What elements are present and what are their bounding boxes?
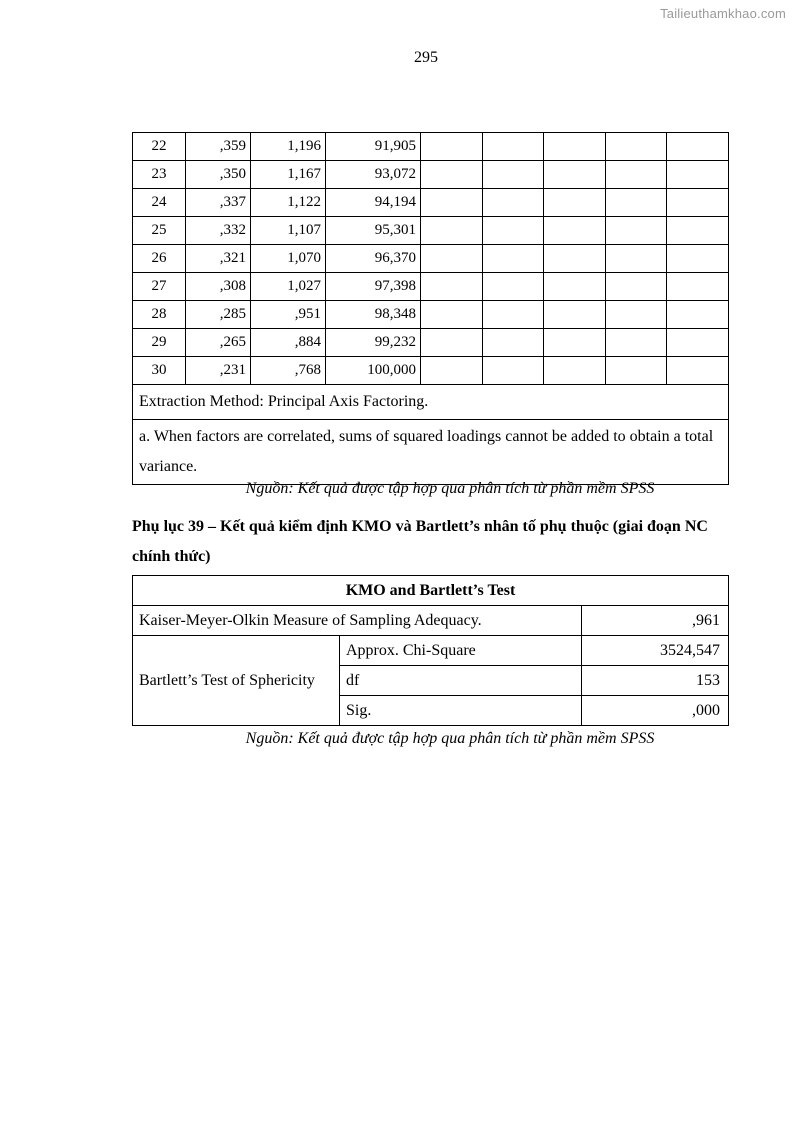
- empty-cell: [482, 161, 544, 189]
- table-cell: ,265: [186, 329, 251, 357]
- df-value: 153: [582, 666, 729, 696]
- empty-cell: [605, 245, 667, 273]
- table-cell: 28: [133, 301, 186, 329]
- empty-cell: [421, 161, 483, 189]
- empty-cell: [667, 301, 729, 329]
- table-row: [133, 161, 729, 189]
- kmo-value: ,961: [582, 606, 729, 636]
- empty-cell: [421, 217, 483, 245]
- empty-cell: [544, 217, 606, 245]
- footnote-a: a. When factors are correlated, sums of squared loadings cannot be added to obtain a total variance.: [133, 420, 729, 485]
- table-cell: 94,194: [326, 189, 421, 217]
- empty-cell: [605, 161, 667, 189]
- table-cell: 23: [133, 161, 186, 189]
- empty-cell: [544, 133, 606, 161]
- table-cell: 26: [133, 245, 186, 273]
- table-row: [133, 217, 729, 245]
- empty-cell: [605, 273, 667, 301]
- empty-cell: [605, 301, 667, 329]
- empty-cell: [421, 133, 483, 161]
- table-cell: ,321: [186, 245, 251, 273]
- table-cell: 30: [133, 357, 186, 385]
- table-cell: ,308: [186, 273, 251, 301]
- table-row: [133, 329, 729, 357]
- empty-cell: [482, 329, 544, 357]
- table-cell: ,231: [186, 357, 251, 385]
- empty-cell: [605, 133, 667, 161]
- empty-cell: [544, 245, 606, 273]
- table-cell: 98,348: [326, 301, 421, 329]
- table-cell: 97,398: [326, 273, 421, 301]
- table-row: [133, 301, 729, 329]
- empty-cell: [605, 189, 667, 217]
- empty-cell: [667, 133, 729, 161]
- table-cell: ,359: [186, 133, 251, 161]
- empty-cell: [605, 329, 667, 357]
- kmo-label: Kaiser-Meyer-Olkin Measure of Sampling Adequacy.: [133, 606, 582, 636]
- empty-cell: [667, 357, 729, 385]
- table-cell: 99,232: [326, 329, 421, 357]
- bartlett-label: Bartlett’s Test of Sphericity: [133, 636, 340, 726]
- table-row: [133, 189, 729, 217]
- appendix-heading: Phụ lục 39 – Kết quả kiểm định KMO và Bartlett’s nhân tố phụ thuộc (giai đoạn NC chính thức): [132, 518, 708, 565]
- table-cell: 1,027: [251, 273, 326, 301]
- table-cell: ,337: [186, 189, 251, 217]
- table-cell: 27: [133, 273, 186, 301]
- empty-cell: [544, 189, 606, 217]
- table-cell: 1,107: [251, 217, 326, 245]
- table-cell: 93,072: [326, 161, 421, 189]
- empty-cell: [421, 329, 483, 357]
- table-cell: 1,196: [251, 133, 326, 161]
- empty-cell: [544, 161, 606, 189]
- empty-cell: [421, 189, 483, 217]
- table-row: [133, 273, 729, 301]
- table-cell: ,951: [251, 301, 326, 329]
- empty-cell: [482, 189, 544, 217]
- chi-square-label: Approx. Chi-Square: [340, 636, 582, 666]
- table-row: [133, 357, 729, 385]
- table-cell: 91,905: [326, 133, 421, 161]
- table-row: [133, 133, 729, 161]
- empty-cell: [667, 189, 729, 217]
- watermark: Tailieuthamkhao.com: [660, 6, 786, 21]
- table-cell: 96,370: [326, 245, 421, 273]
- table-cell: 95,301: [326, 217, 421, 245]
- table-cell: 25: [133, 217, 186, 245]
- empty-cell: [544, 357, 606, 385]
- page-number: 295: [414, 49, 438, 66]
- table-row: [133, 245, 729, 273]
- table-cell: ,285: [186, 301, 251, 329]
- empty-cell: [421, 273, 483, 301]
- empty-cell: [482, 133, 544, 161]
- empty-cell: [421, 357, 483, 385]
- table-cell: 1,070: [251, 245, 326, 273]
- table-cell: ,768: [251, 357, 326, 385]
- empty-cell: [544, 301, 606, 329]
- source-note-2: Nguồn: Kết quả được tập hợp qua phân tích từ phần mềm SPSS: [245, 730, 655, 747]
- empty-cell: [605, 357, 667, 385]
- source-note: Nguồn: Kết quả được tập hợp qua phân tích từ phần mềm SPSS: [245, 480, 655, 497]
- table-cell: ,332: [186, 217, 251, 245]
- empty-cell: [544, 329, 606, 357]
- table-cell: ,884: [251, 329, 326, 357]
- empty-cell: [421, 245, 483, 273]
- table-cell: ,350: [186, 161, 251, 189]
- extraction-method-note: Extraction Method: Principal Axis Factoring.: [133, 385, 729, 420]
- empty-cell: [544, 273, 606, 301]
- total-variance-table: [132, 132, 729, 485]
- table-cell: 1,167: [251, 161, 326, 189]
- table-cell: 29: [133, 329, 186, 357]
- sig-value: ,000: [582, 696, 729, 726]
- empty-cell: [421, 301, 483, 329]
- table-cell: 100,000: [326, 357, 421, 385]
- kmo-table-title: KMO and Bartlett’s Test: [133, 576, 729, 606]
- empty-cell: [482, 357, 544, 385]
- table-cell: 1,122: [251, 189, 326, 217]
- empty-cell: [482, 301, 544, 329]
- empty-cell: [667, 161, 729, 189]
- empty-cell: [667, 217, 729, 245]
- empty-cell: [482, 245, 544, 273]
- table-cell: 22: [133, 133, 186, 161]
- empty-cell: [482, 217, 544, 245]
- chi-square-value: 3524,547: [582, 636, 729, 666]
- table-cell: 24: [133, 189, 186, 217]
- sig-label: Sig.: [340, 696, 582, 726]
- df-label: df: [340, 666, 582, 696]
- empty-cell: [667, 273, 729, 301]
- kmo-bartlett-table: [132, 575, 729, 726]
- empty-cell: [667, 245, 729, 273]
- empty-cell: [605, 217, 667, 245]
- empty-cell: [667, 329, 729, 357]
- empty-cell: [482, 273, 544, 301]
